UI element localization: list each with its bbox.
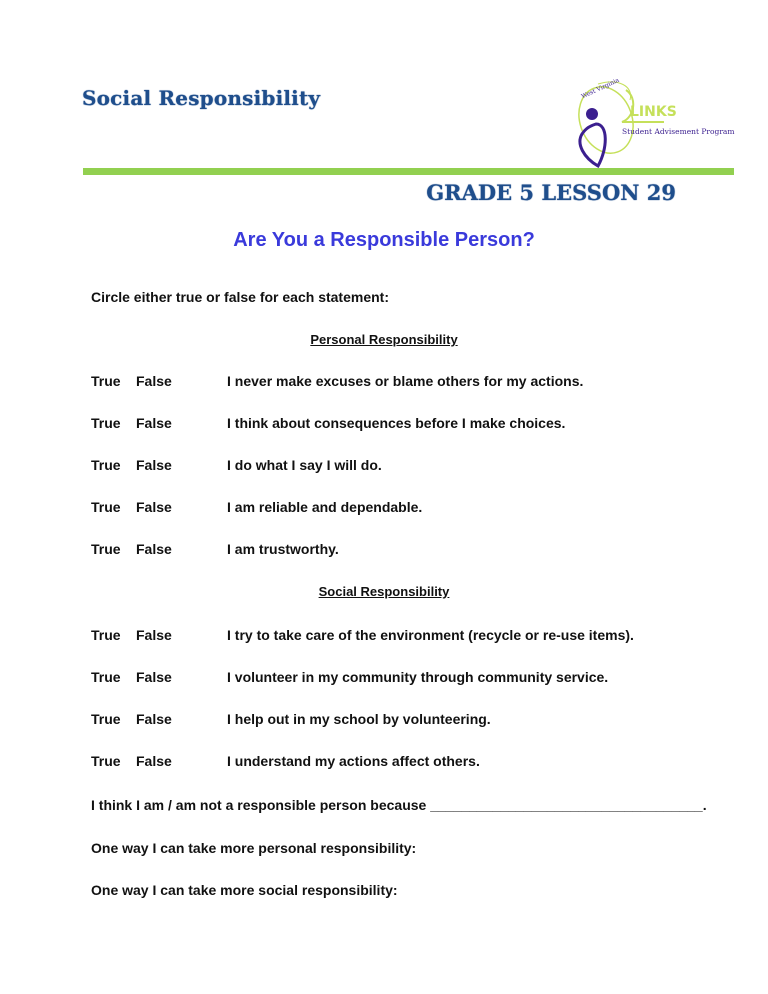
true-option[interactable]: True: [91, 669, 121, 685]
statement-row: [91, 627, 711, 645]
true-option[interactable]: True: [91, 541, 121, 557]
statement-row: [91, 415, 711, 433]
statement-text: I help out in my school by volunteering.: [227, 711, 491, 727]
statement-row: [91, 669, 711, 687]
statement-row: [91, 499, 711, 517]
social-responsibility-prompt[interactable]: One way I can take more social responsibility:: [91, 882, 398, 898]
false-option[interactable]: False: [136, 627, 172, 643]
statement-text: I try to take care of the environment (recycle or re-use items).: [227, 627, 634, 643]
false-option[interactable]: False: [136, 457, 172, 473]
false-option[interactable]: False: [136, 541, 172, 557]
false-option[interactable]: False: [136, 373, 172, 389]
logo-subtitle: Student Advisement Program: [622, 127, 735, 136]
false-option[interactable]: False: [136, 415, 172, 431]
true-option[interactable]: True: [91, 499, 121, 515]
statement-row: [91, 711, 711, 729]
logo-arc-text: West Virginia: [580, 78, 621, 101]
false-option[interactable]: False: [136, 669, 172, 685]
header-title: Social Responsibility: [82, 86, 321, 110]
true-option[interactable]: True: [91, 711, 121, 727]
because-prompt[interactable]: I think I am / am not a responsible person because ___________________________________.: [91, 797, 707, 813]
logo-brand: LINKS: [630, 104, 677, 120]
header-divider: [83, 168, 734, 175]
links-logo-icon: [568, 78, 738, 170]
statement-row: [91, 373, 711, 391]
section-heading-personal: Personal Responsibility: [310, 332, 458, 347]
statement-text: I am reliable and dependable.: [227, 499, 423, 515]
personal-responsibility-prompt[interactable]: One way I can take more personal responsibility:: [91, 840, 417, 856]
false-option[interactable]: False: [136, 499, 172, 515]
true-option[interactable]: True: [91, 627, 121, 643]
worksheet-title: Are You a Responsible Person?: [233, 229, 535, 251]
statement-text: I think about consequences before I make choices.: [227, 415, 566, 431]
true-option[interactable]: True: [91, 753, 121, 769]
grade-lesson-label: GRADE 5 LESSON 29: [426, 180, 676, 205]
false-option[interactable]: False: [136, 711, 172, 727]
section-heading-social: Social Responsibility: [318, 584, 450, 599]
statement-text: I volunteer in my community through community service.: [227, 669, 609, 685]
true-option[interactable]: True: [91, 415, 121, 431]
instructions: Circle either true or false for each statement:: [91, 289, 389, 305]
statement-text: I do what I say I will do.: [227, 457, 382, 473]
links-logo: [568, 78, 738, 170]
statement-text: I am trustworthy.: [227, 541, 339, 557]
statement-row: [91, 753, 711, 771]
statement-row: [91, 541, 711, 559]
false-option[interactable]: False: [136, 753, 172, 769]
statement-text: I never make excuses or blame others for my actions.: [227, 373, 584, 389]
true-option[interactable]: True: [91, 373, 121, 389]
statement-text: I understand my actions affect others.: [227, 753, 480, 769]
statement-row: [91, 457, 711, 475]
true-option[interactable]: True: [91, 457, 121, 473]
